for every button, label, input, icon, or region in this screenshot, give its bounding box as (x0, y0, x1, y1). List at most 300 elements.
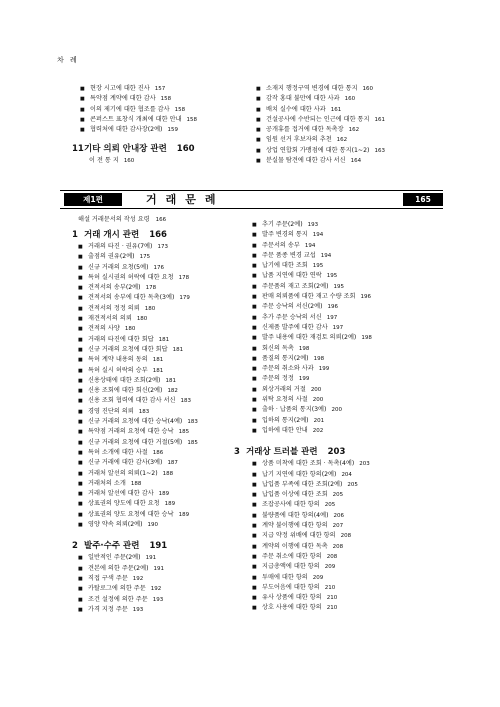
toc-entry-title: 신규 거래의 요청(5예) (88, 263, 149, 271)
toc-entry-page: 198 (313, 355, 325, 362)
toc-entry (78, 417, 198, 427)
toc-entry (78, 458, 198, 468)
bullet-icon: ■ (80, 106, 85, 113)
toc-entry (78, 252, 198, 262)
toc-entry-title: 임원 선거 후보자의 추천 (266, 136, 332, 144)
toc-entry-title: 신규 거래의 요청에 대한 거절(5예) (88, 438, 183, 446)
toc-entry-page: 158 (186, 116, 198, 123)
toc-entry (78, 564, 198, 574)
toc-entry (252, 261, 372, 271)
toc-entry-page: 181 (165, 377, 176, 384)
toc-entry (78, 366, 198, 376)
toc-entry-page: 179 (179, 295, 190, 302)
bullet-icon: ■ (252, 345, 257, 352)
toc-entry (78, 469, 198, 479)
toc-entry-title: 일반적인 주문(2예) (88, 554, 141, 562)
toc-entry (252, 521, 372, 531)
toc-entry-page: 195 (312, 263, 324, 270)
toc-entry (78, 427, 198, 437)
toc-entry-title: 현장 시고에 대한 진사 (90, 85, 150, 92)
toc-entry-title: 가격 지정 주문 (88, 605, 128, 613)
toc-entry (78, 489, 198, 499)
toc-entry (256, 125, 385, 135)
toc-entry-page: 180 (136, 316, 148, 323)
toc-entry-page: 208 (326, 553, 338, 560)
toc-entry (256, 146, 385, 156)
toc-entry-title: 지급 약정 위배에 대한 항의 (262, 532, 336, 540)
toc-entry-title: 주문 취소에 대한 항의 (262, 552, 322, 560)
toc-entry (252, 220, 372, 230)
bullet-icon: ■ (252, 283, 257, 290)
toc-entry-page: 205 (347, 481, 358, 488)
bullet-icon: ■ (78, 377, 83, 384)
section-heading: 1 거래 개시 관련 166 (72, 230, 167, 240)
bullet-icon: ■ (252, 543, 257, 550)
bullet-icon: ■ (80, 96, 85, 103)
toc-entry-title: 출점의 권유(2예) (88, 253, 135, 261)
toc-entry-page: 158 (174, 106, 186, 113)
toc-entry-page: 205 (332, 492, 344, 499)
bullet-icon: ■ (78, 408, 83, 415)
toc-entry-title: 콘퍼스트 표창식 개최에 대한 안내 (90, 115, 182, 123)
toc-entry-page: 200 (331, 407, 342, 414)
toc-entry (78, 263, 198, 273)
toc-entry-title: 협력처에 대한 감사장(2예) (90, 126, 163, 134)
toc-entry (78, 584, 198, 594)
bullet-icon: ■ (252, 584, 257, 591)
toc-entry (252, 603, 372, 613)
toc-entry-page: 176 (153, 264, 165, 271)
toc-entry-page: 208 (332, 543, 344, 550)
toc-entry-title: 거래의 타진에 대한 회답 (88, 335, 154, 343)
toc-entry-title: 추가 주문 승낙의 서신 (262, 313, 322, 321)
bullet-icon: ■ (78, 398, 83, 405)
toc-entry-page: 191 (153, 565, 165, 572)
toc-entry (252, 364, 372, 374)
toc-entry-title: 주문서의 송부 (262, 241, 300, 249)
toc-entry-page: 209 (312, 574, 324, 581)
bullet-icon: ■ (256, 86, 261, 92)
toc-entry-page: 199 (318, 366, 330, 373)
toc-entry (78, 510, 198, 520)
toc-entry-title: 상표권의 양도에 대한 요청 (88, 500, 160, 508)
section-heading: 11 기타 의뢰 안내장 관련 160 (72, 144, 195, 155)
toc-entry-title: 출하 · 납품의 통지(3예) (262, 406, 327, 414)
bullet-icon: ■ (78, 586, 83, 593)
bullet-icon: ■ (252, 564, 257, 571)
toc-entry-title: 영양 약속 의뢰(2예) (88, 521, 143, 529)
bullet-icon: ■ (256, 106, 261, 113)
toc-entry (252, 593, 372, 603)
toc-entry (252, 542, 372, 552)
toc-entry-title: 회신의 독촉 (262, 344, 294, 352)
bullet-icon: ■ (78, 460, 83, 467)
toc-entry-page: 193 (132, 606, 144, 613)
toc-entry-title: 직접 구색 주문 (88, 574, 128, 582)
toc-entry-page: 160 (344, 96, 356, 103)
toc-entry-page: 201 (313, 417, 325, 424)
top-right-column (256, 84, 385, 166)
bullet-icon: ■ (78, 346, 83, 353)
toc-entry (252, 459, 372, 469)
running-head: 차 례 (57, 56, 79, 64)
toc-entry-page: 194 (320, 252, 332, 259)
toc-entry (252, 241, 372, 251)
bullet-icon: ■ (78, 555, 83, 562)
bullet-icon: ■ (252, 304, 257, 311)
toc-entry (80, 105, 197, 115)
toc-entry (252, 426, 372, 436)
toc-entry-title: 거래처의 소개 (88, 479, 126, 487)
toc-entry-page: 189 (164, 501, 176, 508)
bullet-icon: ■ (78, 501, 83, 508)
bullet-icon: ■ (78, 367, 83, 374)
toc-entry-page: 210 (326, 605, 338, 612)
toc-entry (252, 490, 372, 500)
part-band (60, 190, 443, 209)
bullet-icon: ■ (252, 502, 257, 509)
bullet-icon: ■ (252, 533, 257, 540)
toc-entry-title: 조건 설정에 의한 주문 (88, 595, 148, 603)
section-title: 기타 의뢰 안내장 관련 (84, 144, 167, 155)
toc-entry-title: 지급총액에 대한 항의 (262, 563, 320, 571)
toc-entry-title: 견적서의 송부(2예) (88, 284, 141, 292)
toc-entry (252, 416, 372, 426)
toc-entry-page: 205 (324, 502, 336, 509)
toc-entry (256, 115, 385, 125)
bullet-icon: ■ (78, 470, 83, 477)
right-lower-column (234, 220, 372, 614)
toc-entry (78, 355, 198, 365)
bullet-icon: ■ (78, 419, 83, 426)
section-subitem: 이 전 통 지 160 (89, 157, 135, 165)
bullet-icon: ■ (252, 355, 257, 362)
toc-entry-page: 157 (154, 86, 166, 92)
bullet-icon: ■ (252, 335, 257, 342)
bullet-icon: ■ (256, 147, 261, 154)
toc-entry (78, 304, 198, 314)
toc-entry-title: 신규 거래의 요청에 대한 회답 (88, 345, 168, 353)
bullet-icon: ■ (252, 263, 257, 270)
toc-entry-title: 유사 상품에 대한 항의 (262, 594, 322, 602)
toc-entry-title: 위탁 요청의 사절 (262, 396, 308, 404)
toc-entry-title: 주문의 취소와 사과 (262, 365, 314, 373)
toc-entry-title: 납입품 이상에 대한 조회 (262, 491, 328, 499)
section-page: 191 (149, 541, 168, 552)
bullet-icon: ■ (252, 273, 257, 280)
toc-entry-page: 188 (130, 480, 142, 487)
toc-entry-page: 189 (178, 511, 190, 518)
toc-entry-page: 180 (124, 326, 136, 333)
bullet-icon: ■ (78, 522, 83, 529)
toc-entry (80, 94, 197, 104)
toc-entry-title: 상품 미착에 대한 조회 · 독촉(4예) (262, 460, 355, 468)
bullet-icon: ■ (252, 481, 257, 488)
toc-entry-title: 투매에 대한 항의 (262, 573, 308, 581)
bullet-icon: ■ (80, 86, 85, 92)
toc-entry (252, 395, 372, 405)
toc-entry-title: 외상거래의 거절 (262, 385, 306, 393)
toc-entry (252, 323, 372, 333)
toc-entry-title: 특허 소개에 대한 사절 (88, 448, 148, 456)
toc-entry-page: 162 (336, 137, 348, 144)
toc-entry-title: 분실물 탐견에 대한 감사 서신 (266, 157, 346, 165)
bullet-icon: ■ (78, 274, 83, 281)
toc-entry-page: 158 (160, 96, 172, 103)
toc-entry-title: 계약의 이행에 대한 독촉 (262, 542, 328, 550)
toc-entry-page: 196 (327, 304, 339, 311)
toc-entry (78, 520, 198, 530)
toc-entry (256, 156, 385, 166)
toc-entry-page: 190 (147, 522, 159, 529)
toc-entry-page: 161 (374, 116, 386, 123)
toc-entry-page: 193 (152, 596, 164, 603)
toc-entry-page: 178 (178, 274, 190, 281)
toc-entry (78, 407, 198, 417)
toc-entry-title: 상업 연합회 가맹점에 대한 통지(1~2) (266, 146, 370, 154)
bullet-icon: ■ (78, 264, 83, 271)
toc-entry (80, 125, 197, 135)
toc-entry (78, 324, 198, 334)
toc-entry (252, 583, 372, 593)
bullet-icon: ■ (256, 116, 261, 123)
toc-entry-page: 185 (187, 439, 198, 446)
bullet-icon: ■ (78, 326, 83, 333)
intro-line: 해설 거래문서의 작성 요령 166 (78, 216, 167, 223)
toc-entry (252, 354, 372, 364)
toc-entry-page: 197 (326, 314, 338, 321)
toc-entry-title: 추기 주문(2예) (262, 221, 303, 228)
bullet-icon: ■ (78, 449, 83, 456)
bullet-icon: ■ (252, 252, 257, 259)
bullet-icon: ■ (78, 285, 83, 292)
bullet-icon: ■ (80, 127, 85, 134)
toc-entry-title: 납기 지연에 대한 항의(2예) (262, 470, 337, 478)
bullet-icon: ■ (252, 471, 257, 478)
toc-entry-page: 192 (132, 575, 144, 582)
toc-entry-page: 181 (158, 336, 170, 343)
left-lower-column (72, 214, 198, 615)
bullet-icon: ■ (252, 492, 257, 499)
toc-entry (252, 282, 372, 292)
toc-entry-page: 195 (333, 283, 344, 290)
section-title: 거래상 트러블 관련 (246, 447, 318, 458)
toc-entry (252, 333, 372, 343)
toc-entry-title: 품질의 통지(2예) (262, 354, 309, 362)
toc-entry (78, 242, 198, 252)
bullet-icon: ■ (252, 461, 257, 468)
section-heading: 3 거래상 트러블 관련 203 (234, 447, 346, 458)
toc-entry (78, 448, 198, 458)
bullet-icon: ■ (256, 158, 261, 165)
toc-entry-page: 208 (340, 533, 352, 540)
toc-entry-page: 159 (167, 127, 178, 134)
toc-entry-page: 164 (350, 158, 362, 165)
bullet-icon: ■ (252, 386, 257, 393)
toc-entry-title: 불량품에 대한 항의(4예) (262, 511, 329, 519)
toc-entry-page: 183 (180, 398, 192, 405)
toc-entry-title: 특허 계약 내용의 동의 (88, 356, 148, 364)
toc-entry-title: 계약 불이행에 대한 항의 (262, 522, 328, 530)
toc-entry (80, 84, 197, 94)
toc-entry-title: 신규 거래에 대한 감사(3예) (88, 459, 163, 467)
toc-entry (252, 313, 372, 323)
toc-entry (78, 605, 198, 615)
toc-entry-title: 신제품 발주에 대한 감사 (262, 323, 328, 331)
toc-entry-page: 195 (326, 273, 338, 280)
bullet-icon: ■ (252, 232, 257, 239)
section-page: 160 (176, 144, 195, 155)
toc-entry (252, 511, 372, 521)
bullet-icon: ■ (78, 511, 83, 518)
section-page: 166 (149, 230, 167, 240)
bullet-icon: ■ (252, 553, 257, 560)
toc-entry-page: 180 (144, 305, 156, 312)
toc-entry (252, 385, 372, 395)
toc-entry (78, 283, 198, 293)
toc-entry-title: 납기에 대한 조회 (262, 262, 308, 270)
toc-entry-title: 주문품의 재고 조회(2예) (262, 282, 329, 290)
toc-entry-title: 견적서의 송부에 대한 독촉(3예) (88, 294, 175, 302)
toc-entry (78, 553, 198, 563)
toc-entry-page: 160 (362, 86, 374, 92)
toc-entry-title: 소재지 행정구역 변경에 대한 통지 (266, 85, 358, 92)
toc-entry-title: 재견적서의 의뢰 (88, 315, 132, 323)
toc-entry-page: 210 (326, 595, 338, 602)
toc-entry-page: 206 (333, 512, 344, 519)
bullet-icon: ■ (78, 244, 83, 250)
bullet-icon: ■ (78, 606, 83, 613)
bullet-icon: ■ (78, 305, 83, 312)
bullet-icon: ■ (252, 397, 257, 404)
toc-entry-page: 181 (152, 357, 164, 364)
toc-entry-page: 194 (312, 232, 324, 239)
toc-entry-title: 발주 내용에 대한 재검토 의뢰(2예) (262, 334, 357, 342)
toc-entry-page: 199 (298, 376, 310, 383)
toc-entry (252, 292, 372, 302)
toc-entry (252, 251, 372, 261)
toc-entry-title: 거래처 알선에 대한 감사 (88, 490, 154, 498)
toc-entry (78, 396, 198, 406)
toc-entry-page: 194 (304, 242, 316, 249)
toc-entry (78, 499, 198, 509)
toc-entry-page: 188 (162, 470, 174, 477)
toc-entry (78, 386, 198, 396)
toc-entry (252, 271, 372, 281)
bullet-icon: ■ (78, 575, 83, 582)
bullet-icon: ■ (78, 439, 83, 446)
toc-entry (252, 500, 372, 510)
toc-entry-title: 신규 거래의 요청에 대한 승낙(4예) (88, 418, 183, 426)
toc-entry (78, 574, 198, 584)
toc-entry-title: 주문 품종 변경 교섭 (262, 251, 316, 259)
bullet-icon: ■ (252, 512, 257, 519)
toc-entry (256, 94, 385, 104)
toc-entry-title: 입하에 대한 안내 (262, 426, 308, 434)
toc-entry (252, 552, 372, 562)
toc-entry-page: 185 (178, 429, 190, 436)
toc-entry-title: 주문 승낙의 서신(2예) (262, 303, 323, 311)
toc-entry-page: 200 (310, 386, 322, 393)
bullet-icon: ■ (252, 294, 257, 301)
bullet-icon: ■ (78, 480, 83, 487)
toc-entry-title: 건설공사에 수반되는 인근에 대한 통지 (266, 115, 370, 123)
section-page: 203 (327, 447, 346, 458)
bullet-icon: ■ (78, 388, 83, 395)
toc-entry-page: 173 (157, 244, 168, 250)
toc-entry (78, 479, 198, 489)
toc-entry-title: 특허 실시 허락의 승부 (88, 366, 148, 374)
bullet-icon: ■ (252, 595, 257, 602)
toc-entry-page: 163 (374, 147, 385, 154)
toc-entry-title: 상호 사용에 대한 항의 (262, 604, 322, 612)
bullet-icon: ■ (78, 357, 83, 364)
toc-entry-title: 납입품 부족에 대한 조회(2예) (262, 480, 343, 488)
toc-entry-page: 210 (324, 584, 336, 591)
toc-entry-page: 161 (330, 106, 342, 113)
part-badge: 제1편 (64, 193, 122, 206)
bullet-icon: ■ (78, 596, 83, 603)
toc-entry-page: 178 (145, 285, 157, 292)
bullet-icon: ■ (252, 523, 257, 530)
bullet-icon: ■ (252, 324, 257, 331)
part-title: 거래문례 (146, 193, 225, 206)
toc-entry-title: 조잡공사에 대한 항의 (262, 501, 320, 509)
toc-entry-title: 신용상태에 대한 조회(2예) (88, 376, 161, 384)
toc-entry-title: 신용 조회에 대한 회신(2예) (88, 387, 163, 395)
toc-entry (78, 345, 198, 355)
toc-entry-title: 견적의 사양 (88, 325, 120, 333)
toc-entry (80, 115, 197, 125)
bullet-icon: ■ (252, 427, 257, 434)
bullet-icon: ■ (256, 127, 261, 134)
bullet-icon: ■ (78, 429, 83, 436)
toc-entry-page: 181 (152, 367, 164, 374)
toc-entry-page: 198 (361, 335, 372, 342)
section-title: 거래 개시 관련 (84, 230, 140, 240)
toc-entry-page: 187 (167, 460, 178, 467)
toc-entry-page: 191 (145, 555, 157, 562)
toc-entry-title: 발주 변경의 통지 (262, 231, 308, 239)
toc-entry-title: 특약점 거래의 요청에 대한 승낙 (88, 428, 174, 436)
toc-entry (252, 405, 372, 415)
toc-entry-page: 181 (172, 346, 184, 353)
toc-entry-title: 주문의 정정 (262, 375, 294, 383)
toc-entry-page: 182 (167, 388, 178, 395)
toc-entry (256, 84, 385, 94)
toc-entry-page: 204 (341, 471, 352, 478)
toc-entry-title: 거래처 알선의 의뢰(1~2) (88, 469, 158, 477)
toc-entry (78, 273, 198, 283)
bullet-icon: ■ (252, 574, 257, 581)
toc-entry (78, 376, 198, 386)
toc-entry (252, 374, 372, 384)
toc-entry-page: 183 (187, 419, 198, 426)
toc-entry-page: 193 (307, 222, 319, 228)
bullet-icon: ■ (78, 316, 83, 323)
bullet-icon: ■ (252, 417, 257, 424)
section-title: 발주·수주 관련 (84, 541, 140, 552)
toc-entry-title: 경영 진단의 의뢰 (88, 407, 134, 415)
toc-entry-page: 197 (332, 324, 344, 331)
toc-entry (78, 595, 198, 605)
toc-entry-page: 162 (348, 127, 360, 134)
bullet-icon: ■ (78, 254, 83, 261)
toc-entry-title: 납품 지연에 대한 연락 (262, 272, 322, 280)
toc-entry (256, 105, 385, 115)
toc-entry-page: 202 (312, 427, 324, 434)
toc-entry-page: 189 (158, 491, 170, 498)
